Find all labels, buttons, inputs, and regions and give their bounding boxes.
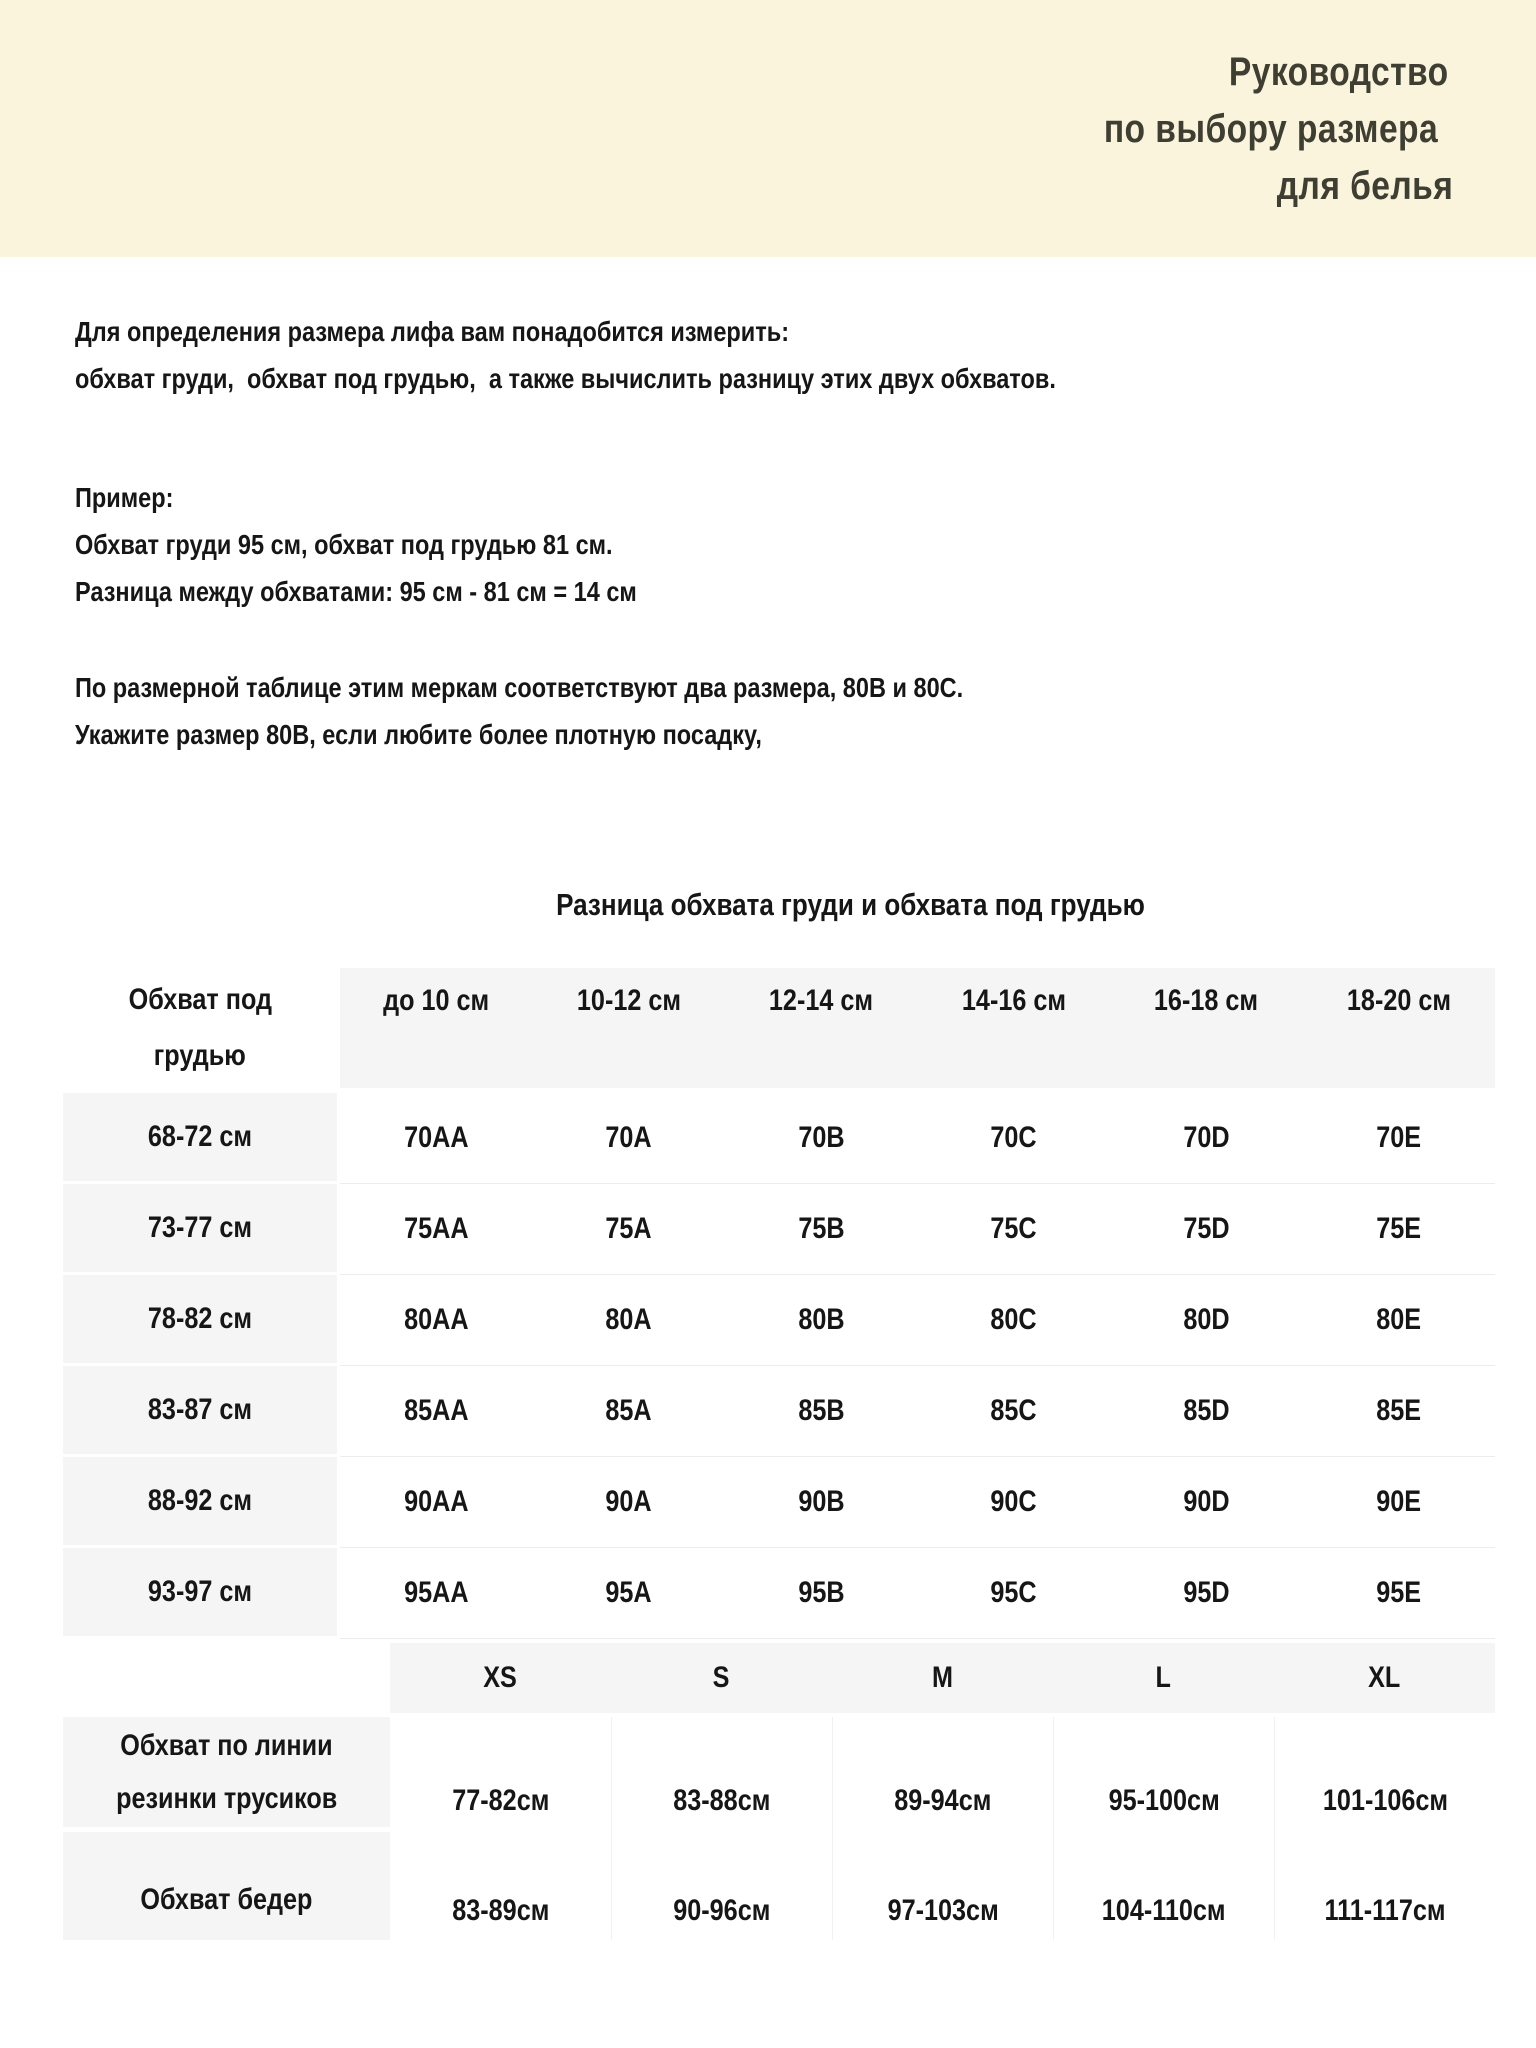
bra-row-label-5 bbox=[63, 1457, 337, 1545]
example-line-3-text: Разница между обхватами: 95 см - 81 см = 14 см bbox=[75, 576, 637, 607]
panty-cell-r2-c5 bbox=[1274, 1832, 1495, 1940]
bra-cell-r2-c3 bbox=[725, 1184, 918, 1275]
intro-paragraph bbox=[75, 308, 1243, 402]
page-title-line-3-text: для белья bbox=[1276, 164, 1454, 208]
panty-col-header-5 bbox=[1274, 1643, 1495, 1713]
bra-col-header-6 bbox=[1303, 968, 1496, 1088]
page-title-line-1 bbox=[1072, 44, 1470, 101]
bra-cell-r3-c3-text: 80B bbox=[798, 1303, 845, 1336]
bra-col-header-4 bbox=[918, 968, 1111, 1088]
panty-cell-r1-c4 bbox=[1053, 1717, 1274, 1832]
bra-col-header-1 bbox=[340, 968, 533, 1088]
panty-cell-r1-c3-text: 89-94см bbox=[894, 1784, 992, 1817]
bra-row-label-4 bbox=[63, 1366, 337, 1454]
bra-cell-r4-c2-text: 85A bbox=[605, 1394, 652, 1427]
bra-cell-r1-c5-text: 70D bbox=[1183, 1121, 1230, 1154]
bra-cell-r2-c4 bbox=[918, 1184, 1111, 1275]
intro-line-2 bbox=[75, 355, 1243, 402]
bra-cell-r6-c1-text: 95AA bbox=[404, 1576, 469, 1609]
example-line-1 bbox=[75, 474, 744, 521]
bra-cell-r3-c4-text: 80C bbox=[990, 1303, 1037, 1336]
page-title-line-2 bbox=[1072, 101, 1470, 158]
bra-cell-r2-c1 bbox=[340, 1184, 533, 1275]
panty-col-header-1 bbox=[390, 1643, 611, 1713]
bra-col-header-2-text: 10-12 см bbox=[576, 984, 681, 1017]
bra-cell-r6-c4 bbox=[918, 1548, 1111, 1639]
example-paragraph bbox=[75, 474, 744, 615]
bra-cell-r1-c2 bbox=[533, 1093, 726, 1184]
bra-cell-r5-c5-text: 90D bbox=[1183, 1485, 1230, 1518]
panty-cell-r1-c1-text: 77-82см bbox=[451, 1784, 550, 1817]
bra-cell-r3-c6-text: 80E bbox=[1376, 1303, 1422, 1336]
note-paragraph bbox=[75, 664, 1132, 758]
panty-col-header-4-text: L bbox=[1155, 1661, 1172, 1694]
bra-col-header-3 bbox=[725, 968, 918, 1088]
bra-row-label-3-text: 78-82 см bbox=[147, 1302, 253, 1335]
bra-col-header-2 bbox=[533, 968, 726, 1088]
bra-row-header-line-1 bbox=[115, 972, 286, 1028]
bra-row-label-2-text: 73-77 см bbox=[147, 1211, 253, 1244]
bra-row-label-6 bbox=[63, 1548, 337, 1636]
bra-cell-r4-c6-text: 85E bbox=[1376, 1394, 1422, 1427]
bra-cell-r6-c2-text: 95A bbox=[605, 1576, 652, 1609]
panty-cell-r2-c2-text: 90-96см bbox=[673, 1894, 771, 1927]
bra-column-headers bbox=[340, 968, 1495, 1088]
panty-row-label-1 bbox=[63, 1717, 390, 1827]
bra-cell-r3-c5 bbox=[1110, 1275, 1303, 1366]
bra-cell-r5-c6-text: 90E bbox=[1376, 1485, 1422, 1518]
panty-cell-r2-c4-text: 104-110см bbox=[1102, 1894, 1226, 1927]
panty-cell-r1-c4-text: 95-100см bbox=[1108, 1784, 1220, 1817]
intro-line-1 bbox=[75, 308, 1243, 355]
bra-cell-r1-c2-text: 70A bbox=[605, 1121, 652, 1154]
bra-cell-r1-c3-text: 70B bbox=[798, 1121, 845, 1154]
page-title-line-1-text: Руководство bbox=[1229, 50, 1450, 94]
bra-cell-r1-c5 bbox=[1110, 1093, 1303, 1184]
panty-cell-r2-c1 bbox=[390, 1832, 611, 1940]
panty-cell-r1-c1 bbox=[390, 1717, 611, 1832]
bra-cell-r6-c1 bbox=[340, 1548, 533, 1639]
bra-row-label-3 bbox=[63, 1275, 337, 1363]
bra-cell-r4-c3-text: 85B bbox=[798, 1394, 845, 1427]
bra-cell-r6-c2 bbox=[533, 1548, 726, 1639]
panty-cell-r1-c5-text: 101-106см bbox=[1322, 1784, 1448, 1817]
bra-cell-r4-c4-text: 85C bbox=[990, 1394, 1037, 1427]
bra-cell-r1-c4 bbox=[918, 1093, 1111, 1184]
bra-cell-r1-c6-text: 70E bbox=[1376, 1121, 1422, 1154]
bra-row-header-line-2 bbox=[145, 1028, 254, 1084]
bra-cell-r6-c5-text: 95D bbox=[1183, 1576, 1230, 1609]
example-line-3 bbox=[75, 568, 744, 615]
panty-col-header-5-text: XL bbox=[1368, 1661, 1401, 1694]
bra-cell-r1-c6 bbox=[1303, 1093, 1496, 1184]
panty-column-headers bbox=[390, 1643, 1495, 1713]
bra-row-label-1-text: 68-72 см bbox=[147, 1120, 253, 1153]
header-band bbox=[0, 0, 1536, 257]
panty-col-header-4 bbox=[1053, 1643, 1274, 1713]
bra-cell-r4-c5-text: 85D bbox=[1183, 1394, 1230, 1427]
panty-col-header-2-text: S bbox=[713, 1661, 730, 1694]
panty-row-labels bbox=[63, 1717, 390, 1945]
bra-cell-r4-c4 bbox=[918, 1366, 1111, 1457]
panty-row-label-2 bbox=[63, 1832, 390, 1940]
bra-cell-r6-c5 bbox=[1110, 1548, 1303, 1639]
panty-row-label-2-line-1: Обхват бедер bbox=[140, 1883, 313, 1916]
panty-cell-r1-c2 bbox=[611, 1717, 832, 1832]
bra-cell-r1-c4-text: 70C bbox=[990, 1121, 1037, 1154]
bra-cell-r2-c5 bbox=[1110, 1184, 1303, 1275]
page-title-line-3 bbox=[1072, 158, 1470, 215]
page-title bbox=[1072, 44, 1470, 215]
bra-col-header-6-text: 18-20 см bbox=[1346, 984, 1451, 1017]
panty-row-label-1-line-2: резинки трусиков bbox=[115, 1782, 338, 1815]
panty-row-1 bbox=[390, 1717, 1495, 1832]
bra-cell-r2-c5-text: 75D bbox=[1183, 1212, 1230, 1245]
bra-cell-r5-c2 bbox=[533, 1457, 726, 1548]
bra-col-header-5 bbox=[1110, 968, 1303, 1088]
bra-cell-r4-c1 bbox=[340, 1366, 533, 1457]
bra-cell-r4-c1-text: 85AA bbox=[404, 1394, 469, 1427]
bra-cell-r2-c6 bbox=[1303, 1184, 1496, 1275]
bra-row-label-5-text: 88-92 см bbox=[147, 1484, 253, 1517]
panty-cell-r2-c3 bbox=[832, 1832, 1053, 1940]
bra-row-label-1 bbox=[63, 1093, 337, 1181]
bra-row-label-4-text: 83-87 см bbox=[147, 1393, 253, 1426]
panty-col-header-2 bbox=[611, 1643, 832, 1713]
panty-cell-r1-c5 bbox=[1274, 1717, 1495, 1832]
bra-row-label-2 bbox=[63, 1184, 337, 1272]
bra-cell-r3-c1-text: 80AA bbox=[404, 1303, 469, 1336]
bra-cell-r3-c2 bbox=[533, 1275, 726, 1366]
bra-col-header-1-text: до 10 см bbox=[383, 984, 490, 1017]
bra-size-grid bbox=[340, 1093, 1495, 1639]
bra-cell-r4-c6 bbox=[1303, 1366, 1496, 1457]
panty-cell-r2-c1-text: 83-89см bbox=[451, 1894, 550, 1927]
bra-col-header-3-text: 12-14 см bbox=[769, 984, 874, 1017]
panty-cell-r2-c3-text: 97-103см bbox=[887, 1894, 999, 1927]
intro-line-2-text: обхват груди, обхват под грудью, а также вычислить разницу этих двух обхватов. bbox=[75, 363, 1056, 394]
note-line-2-text: Укажите размер 80B, если любите более плотную посадку, bbox=[75, 719, 762, 750]
bra-cell-r6-c3 bbox=[725, 1548, 918, 1639]
bra-cell-r5-c4-text: 90C bbox=[990, 1485, 1037, 1518]
bra-row-labels bbox=[63, 1093, 337, 1639]
example-line-2 bbox=[75, 521, 744, 568]
example-line-1-text: Пример: bbox=[75, 482, 174, 513]
panty-col-header-3-text: M bbox=[932, 1661, 953, 1694]
bra-row-header-line-1-text: Обхват под bbox=[128, 983, 272, 1016]
bra-table-title bbox=[300, 884, 1400, 926]
bra-row-label-6-text: 93-97 см bbox=[147, 1575, 253, 1608]
bra-cell-r6-c6 bbox=[1303, 1548, 1496, 1639]
note-line-2 bbox=[75, 711, 1132, 758]
bra-cell-r3-c3 bbox=[725, 1275, 918, 1366]
bra-cell-r2-c1-text: 75AA bbox=[404, 1212, 469, 1245]
bra-cell-r5-c3 bbox=[725, 1457, 918, 1548]
bra-cell-r1-c1-text: 70AA bbox=[404, 1121, 469, 1154]
bra-cell-r2-c4-text: 75C bbox=[990, 1212, 1037, 1245]
bra-cell-r2-c6-text: 75E bbox=[1376, 1212, 1422, 1245]
panty-col-header-3 bbox=[832, 1643, 1053, 1713]
bra-cell-r4-c2 bbox=[533, 1366, 726, 1457]
bra-cell-r3-c6 bbox=[1303, 1275, 1496, 1366]
bra-cell-r1-c3 bbox=[725, 1093, 918, 1184]
panty-cell-r2-c4 bbox=[1053, 1832, 1274, 1940]
bra-cell-r6-c6-text: 95E bbox=[1376, 1576, 1422, 1609]
bra-row-header-line-2-text: грудью bbox=[154, 1039, 246, 1072]
example-line-2-text: Обхват груди 95 см, обхват под грудью 81 см. bbox=[75, 529, 613, 560]
panty-cell-r2-c2 bbox=[611, 1832, 832, 1940]
intro-line-1-text: Для определения размера лифа вам понадобится измерить: bbox=[75, 316, 790, 347]
panty-cell-r1-c2-text: 83-88см bbox=[673, 1784, 771, 1817]
bra-cell-r1-c1 bbox=[340, 1093, 533, 1184]
bra-cell-r5-c1-text: 90AA bbox=[404, 1485, 469, 1518]
bra-cell-r3-c1 bbox=[340, 1275, 533, 1366]
bra-cell-r3-c2-text: 80A bbox=[605, 1303, 652, 1336]
bra-cell-r4-c5 bbox=[1110, 1366, 1303, 1457]
bra-cell-r2-c3-text: 75B bbox=[798, 1212, 845, 1245]
bra-cell-r5-c3-text: 90B bbox=[798, 1485, 845, 1518]
bra-row-header bbox=[63, 968, 337, 1088]
note-line-1 bbox=[75, 664, 1132, 711]
panty-row-label-1-line-1: Обхват по линии bbox=[120, 1729, 333, 1762]
bra-cell-r5-c5 bbox=[1110, 1457, 1303, 1548]
bra-cell-r2-c2-text: 75A bbox=[605, 1212, 652, 1245]
bra-table-title-text: Разница обхвата груди и обхвата под грудью bbox=[555, 887, 1145, 922]
bra-cell-r4-c3 bbox=[725, 1366, 918, 1457]
bra-cell-r2-c2 bbox=[533, 1184, 726, 1275]
bra-cell-r6-c3-text: 95B bbox=[798, 1576, 845, 1609]
bra-cell-r5-c6 bbox=[1303, 1457, 1496, 1548]
panty-size-grid bbox=[390, 1717, 1495, 1940]
panty-cell-r2-c5-text: 111-117см bbox=[1324, 1894, 1446, 1927]
page-title-line-2-text: по выбору размера bbox=[1103, 107, 1439, 151]
bra-cell-r3-c4 bbox=[918, 1275, 1111, 1366]
panty-row-2 bbox=[390, 1832, 1495, 1940]
bra-cell-r5-c1 bbox=[340, 1457, 533, 1548]
bra-col-header-5-text: 16-18 см bbox=[1154, 984, 1259, 1017]
bra-cell-r5-c4 bbox=[918, 1457, 1111, 1548]
bra-cell-r5-c2-text: 90A bbox=[605, 1485, 652, 1518]
panty-cell-r1-c3 bbox=[832, 1717, 1053, 1832]
bra-cell-r3-c5-text: 80D bbox=[1183, 1303, 1230, 1336]
note-line-1-text: По размерной таблице этим меркам соответствуют два размера, 80B и 80C. bbox=[75, 672, 964, 703]
panty-col-header-1-text: XS bbox=[483, 1661, 518, 1694]
bra-col-header-4-text: 14-16 см bbox=[961, 984, 1066, 1017]
bra-cell-r6-c4-text: 95C bbox=[990, 1576, 1037, 1609]
